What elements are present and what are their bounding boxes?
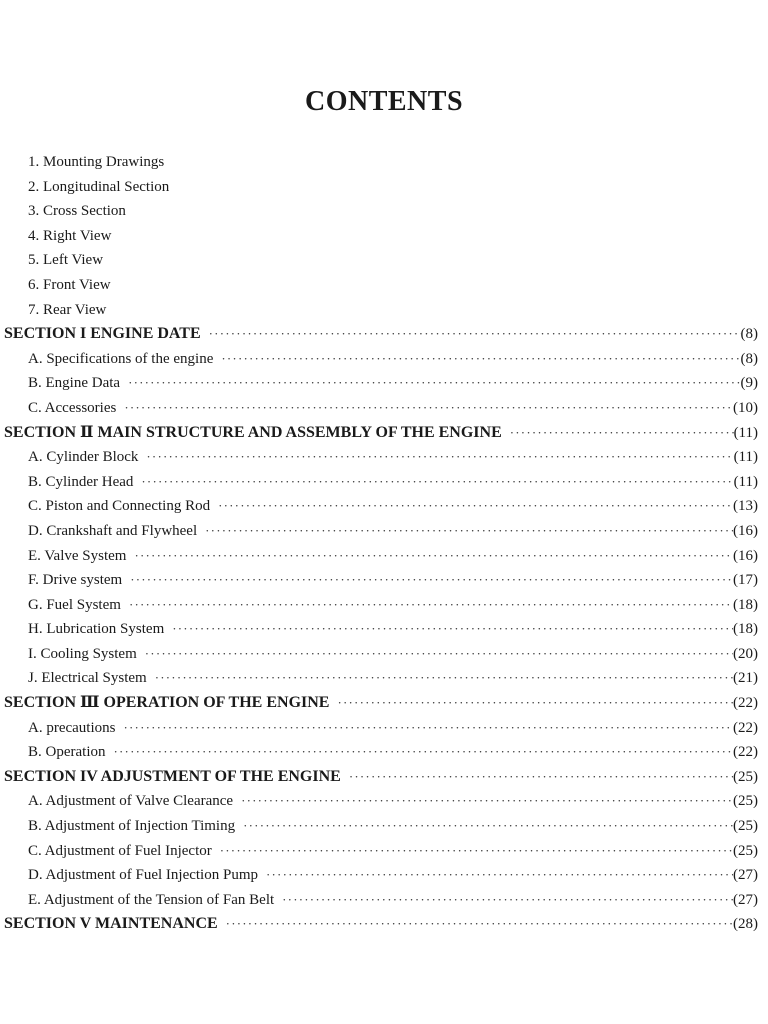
drawing-label: 5. Left View bbox=[28, 252, 104, 269]
toc-section[interactable] bbox=[0, 691, 768, 716]
toc-page-number: (27) bbox=[733, 891, 758, 908]
toc-subsection[interactable] bbox=[0, 740, 768, 765]
dot-leader bbox=[130, 568, 733, 593]
dot-leader bbox=[123, 716, 733, 741]
toc-page-number: (11) bbox=[733, 449, 758, 466]
toc-page-number: (21) bbox=[733, 670, 758, 687]
toc-entry-label: C. Accessories bbox=[28, 399, 117, 416]
toc-entry-label: G. Fuel System bbox=[28, 596, 121, 613]
toc-page-number: (11) bbox=[733, 473, 758, 490]
dot-leader bbox=[337, 691, 733, 716]
toc-page-number: (18) bbox=[733, 621, 758, 638]
dot-leader bbox=[221, 347, 740, 372]
toc-subsection[interactable] bbox=[0, 568, 768, 593]
toc-page-number: (16) bbox=[733, 522, 758, 539]
toc-page-number: (16) bbox=[733, 547, 758, 564]
dot-leader bbox=[124, 396, 733, 421]
dot-leader bbox=[266, 863, 733, 888]
toc-page-number: (28) bbox=[733, 916, 758, 933]
toc-subsection[interactable] bbox=[0, 371, 768, 396]
dot-leader bbox=[510, 421, 734, 446]
toc-entry-label: F. Drive system bbox=[28, 572, 123, 589]
toc-subsection[interactable] bbox=[0, 814, 768, 839]
toc-entry-label: D. Adjustment of Fuel Injection Pump bbox=[28, 867, 258, 884]
toc-subsection[interactable] bbox=[0, 544, 768, 569]
toc-entry-label: B. Adjustment of Injection Timing bbox=[28, 818, 236, 835]
toc-entry-label: I. Cooling System bbox=[28, 645, 137, 662]
toc-subsection[interactable] bbox=[0, 666, 768, 691]
dot-leader bbox=[145, 642, 733, 667]
toc-page-number: (9) bbox=[740, 375, 758, 392]
drawing-item bbox=[0, 298, 768, 323]
dot-leader bbox=[129, 593, 733, 618]
toc-subsection[interactable] bbox=[0, 716, 768, 741]
toc-page-number: (22) bbox=[733, 719, 758, 736]
dot-leader bbox=[282, 888, 733, 913]
dot-leader bbox=[349, 765, 733, 790]
toc-page-number: (11) bbox=[733, 424, 758, 441]
toc-page-number: (25) bbox=[733, 818, 758, 835]
toc-entry-label: A. precautions bbox=[28, 719, 116, 736]
toc-subsection[interactable] bbox=[0, 494, 768, 519]
dot-leader bbox=[134, 544, 733, 569]
dot-leader bbox=[226, 912, 733, 937]
drawing-label: 4. Right View bbox=[28, 227, 112, 244]
toc-entry-label: H. Lubrication System bbox=[28, 621, 165, 638]
toc-entry-label: SECTION Ⅲ OPERATION OF THE ENGINE bbox=[4, 694, 330, 712]
drawing-label: 7. Rear View bbox=[28, 301, 107, 318]
dot-leader bbox=[241, 789, 733, 814]
toc-entry-label: SECTION Ⅱ MAIN STRUCTURE AND ASSEMBLY OF THE ENGINE bbox=[4, 423, 502, 441]
dot-leader bbox=[243, 814, 733, 839]
toc-entries bbox=[0, 322, 768, 937]
toc-page-number: (13) bbox=[733, 498, 758, 515]
dot-leader bbox=[218, 494, 733, 519]
toc-subsection[interactable] bbox=[0, 593, 768, 618]
drawing-label: 3. Cross Section bbox=[28, 203, 126, 220]
toc-entry-label: A. Adjustment of Valve Clearance bbox=[28, 793, 234, 810]
drawing-item bbox=[0, 224, 768, 249]
drawings-list bbox=[0, 150, 768, 322]
toc-page-number: (20) bbox=[733, 645, 758, 662]
toc-page-number: (27) bbox=[733, 867, 758, 884]
toc-page-number: (25) bbox=[733, 793, 758, 810]
toc-page-number: (22) bbox=[733, 744, 758, 761]
toc-entry-label: C. Piston and Connecting Rod bbox=[28, 498, 211, 515]
dot-leader bbox=[113, 740, 733, 765]
toc-subsection[interactable] bbox=[0, 347, 768, 372]
drawing-label: 2. Longitudinal Section bbox=[28, 178, 170, 195]
toc-section[interactable] bbox=[0, 322, 768, 347]
drawing-item bbox=[0, 199, 768, 224]
drawing-item bbox=[0, 150, 768, 175]
toc-subsection[interactable] bbox=[0, 863, 768, 888]
toc-subsection[interactable] bbox=[0, 888, 768, 913]
drawing-item bbox=[0, 248, 768, 273]
toc-entry-label: B. Engine Data bbox=[28, 375, 121, 392]
dot-leader bbox=[205, 519, 733, 544]
toc-entry-label: SECTION I ENGINE DATE bbox=[4, 325, 201, 343]
dot-leader bbox=[155, 666, 733, 691]
toc-section[interactable] bbox=[0, 912, 768, 937]
toc-subsection[interactable] bbox=[0, 519, 768, 544]
toc-page-number: (25) bbox=[733, 768, 758, 785]
toc-entry-label: B. Operation bbox=[28, 744, 106, 761]
toc-page-number: (17) bbox=[733, 572, 758, 589]
toc-entry-label: C. Adjustment of Fuel Injector bbox=[28, 842, 212, 859]
toc-entry-label: SECTION IV ADJUSTMENT OF THE ENGINE bbox=[4, 767, 341, 785]
toc-subsection[interactable] bbox=[0, 789, 768, 814]
toc-subsection[interactable] bbox=[0, 396, 768, 421]
dot-leader bbox=[172, 617, 733, 642]
dot-leader bbox=[128, 371, 740, 396]
toc-entry-label: A. Specifications of the engine bbox=[28, 350, 214, 367]
toc-entry-label: SECTION V MAINTENANCE bbox=[4, 915, 218, 933]
toc-subsection[interactable] bbox=[0, 642, 768, 667]
toc-entry-label: J. Electrical System bbox=[28, 670, 147, 687]
toc-page-number: (10) bbox=[733, 399, 758, 416]
toc-page-number: (22) bbox=[733, 695, 758, 712]
drawing-label: 1. Mounting Drawings bbox=[28, 154, 165, 170]
toc-entry-label: E. Adjustment of the Tension of Fan Belt bbox=[28, 891, 275, 908]
toc-subsection[interactable] bbox=[0, 445, 768, 470]
dot-leader bbox=[209, 322, 741, 347]
toc-entry-label: A. Cylinder Block bbox=[28, 449, 139, 466]
toc-entry-label: D. Crankshaft and Flywheel bbox=[28, 522, 198, 539]
drawing-item bbox=[0, 175, 768, 200]
toc-subsection[interactable] bbox=[0, 617, 768, 642]
dot-leader bbox=[220, 839, 733, 864]
dot-leader bbox=[146, 445, 733, 470]
drawing-item bbox=[0, 273, 768, 298]
toc-page-number: (18) bbox=[733, 596, 758, 613]
toc-subsection[interactable] bbox=[0, 839, 768, 864]
table-of-contents bbox=[0, 150, 768, 937]
toc-entry-label: E. Valve System bbox=[28, 547, 127, 564]
drawing-label: 6. Front View bbox=[28, 276, 111, 293]
toc-page-number: (25) bbox=[733, 842, 758, 859]
toc-section[interactable] bbox=[0, 765, 768, 790]
toc-page-number: (8) bbox=[740, 326, 758, 343]
toc-entry-label: B. Cylinder Head bbox=[28, 473, 134, 490]
dot-leader bbox=[141, 470, 733, 495]
toc-page-number: (8) bbox=[740, 350, 758, 367]
page-title: CONTENTS bbox=[304, 86, 464, 117]
toc-section[interactable] bbox=[0, 421, 768, 446]
toc-subsection[interactable] bbox=[0, 470, 768, 495]
